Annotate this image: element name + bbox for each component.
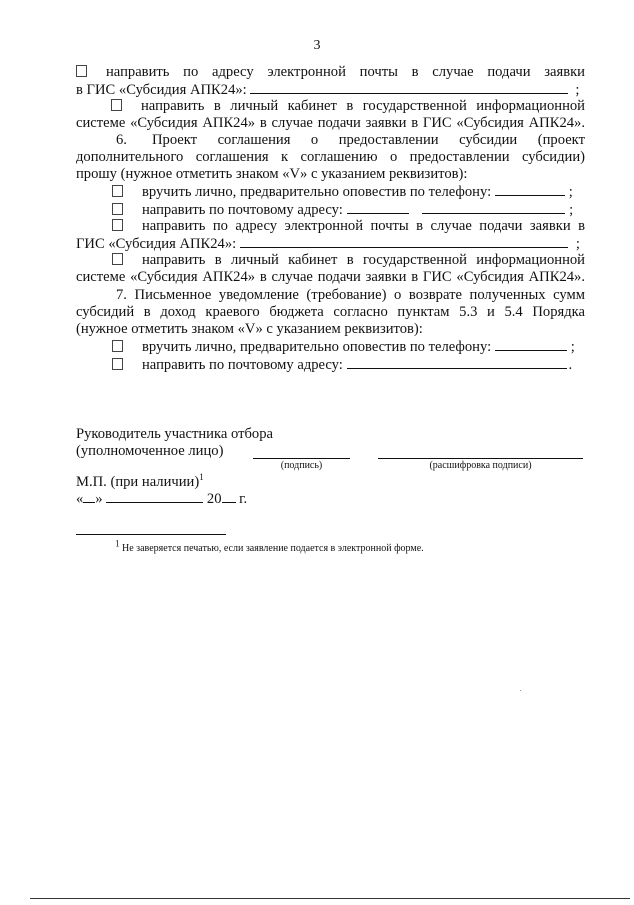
scan-speck [520, 690, 521, 691]
signature-line[interactable] [253, 458, 350, 459]
checkbox[interactable] [112, 340, 123, 352]
fill-blank[interactable] [240, 235, 568, 248]
footnote-ref: 1 [199, 472, 204, 483]
head-title: Руководитель участника отбора [76, 426, 273, 442]
checkbox[interactable] [112, 185, 123, 197]
fill-blank[interactable] [495, 183, 565, 196]
option-email-1: направить по адресу электронной почты в случае подачи заявки [76, 64, 585, 81]
signature-decode-line[interactable] [378, 458, 583, 459]
option-email-2-cont: ГИС «Субсидия АПК24»: ; [76, 236, 580, 252]
checkbox[interactable] [76, 65, 87, 77]
fill-blank[interactable] [347, 201, 409, 214]
checkbox[interactable] [112, 203, 123, 215]
paragraph-6-line-3: прошу (нужное отметить знаком «V» с указанием реквизитов): [76, 166, 468, 182]
page-number: 3 [313, 38, 321, 53]
option-cabinet-2: направить в личный кабинет в государственной информационной [76, 252, 585, 269]
checkbox[interactable] [112, 358, 123, 370]
year-blank[interactable] [222, 490, 236, 503]
option-deliver-2: вручить лично, предварительно оповестив по телефону: ; [76, 338, 621, 356]
option-cabinet-1-cont: системе «Субсидия АПК24» в случае подачи заявки в ГИС «Субсидия АПК24». [76, 115, 585, 131]
option-email-2: направить по адресу электронной почты в случае подачи заявки в [76, 218, 585, 235]
checkbox[interactable] [111, 99, 122, 111]
head-subtitle: (уполномоченное лицо) [76, 443, 224, 459]
checkbox[interactable] [112, 219, 123, 231]
fill-blank[interactable] [495, 338, 567, 351]
footnote-separator [76, 534, 226, 535]
option-post-1: направить по почтовому адресу: ; [76, 201, 621, 219]
scan-edge [30, 898, 630, 899]
month-blank[interactable] [106, 490, 203, 503]
option-cabinet-1: направить в личный кабинет в государственной информационной [76, 98, 585, 115]
decode-caption: (расшифровка подписи) [429, 460, 532, 471]
paragraph-7-line-3: (нужное отметить знаком «V» с указанием реквизитов): [76, 321, 423, 337]
option-post-2: направить по почтовому адресу: . [76, 356, 621, 374]
paragraph-6-line-2: дополнительного соглашения к соглашению о предоставлении субсидии) [76, 149, 585, 165]
fill-blank[interactable] [422, 201, 565, 214]
fill-blank[interactable] [347, 356, 567, 369]
option-deliver-1: вручить лично, предварительно оповестив по телефону: ; [76, 183, 621, 201]
fill-blank[interactable] [250, 81, 568, 94]
day-blank[interactable] [83, 490, 95, 503]
signature-caption: (подпись) [280, 460, 323, 471]
document-page: 3 направить по адресу электронной почты в случае подачи заявки в ГИС «Субсидия АПК24»: ; направить в личный кабинет в государственной информационной системе «Субсидия АПК24» в случае подачи заявки в ГИС «Субсидия АПК24». 6. Проект соглашения о предоставлении субсидии (проект дополнительного соглашения к соглашению о предоставлении субсидии) прошу (нужное отметить знаком «V» с указанием реквизитов): вручить лично, предварительно оповестив по телефону: ; направить по почтовому адресу: ; направить по адресу электронной почты в случае подачи заявки в ГИС «Субсидия АПК24»: ; направить в личный кабинет в государственной информационной системе «Субсидия АПК24» в случае подачи заявки в ГИС «Субсидия АПК24». 7. Письменное уведомление (требование) о возврате полученных сумм субсидий в доход краевого бюджета согласно пунктам 5.3 и 5.4 Порядка (нужное отметить знаком «V» с указанием реквизитов): вручить лично, предварительно оповестив по телефону: ; направить по почтовому адресу: . Руководитель участника отбора (уполномоченное лицо) (подпись) (расшифровка подписи) М.П. (при наличии)$^1$ « » 20 г. $^1$ Не заверяется печатью, если заявление подается в электронной форме. [0, 0, 634, 905]
paragraph-7-line-2: субсидий в доход краевого бюджета согласно пунктам 5.3 и 5.4 Порядка [76, 304, 585, 320]
seal-label: М.П. (при наличии)$^1$ [76, 472, 204, 490]
paragraph-7-line-1: 7. Письменное уведомление (требование) о возврате полученных сумм [116, 287, 585, 303]
date-line: « » 20 г. [76, 491, 248, 507]
footnote: $^1$ Не заверяется печатью, если заявление подается в электронной форме. [115, 538, 424, 554]
option-email-1-cont: в ГИС «Субсидия АПК24»: ; [76, 82, 580, 98]
checkbox[interactable] [112, 253, 123, 265]
option-cabinet-2-cont: системе «Субсидия АПК24» в случае подачи заявки в ГИС «Субсидия АПК24». [76, 269, 585, 285]
paragraph-6-words: Проект соглашения о предоставлении субсидии (проект [152, 132, 585, 148]
